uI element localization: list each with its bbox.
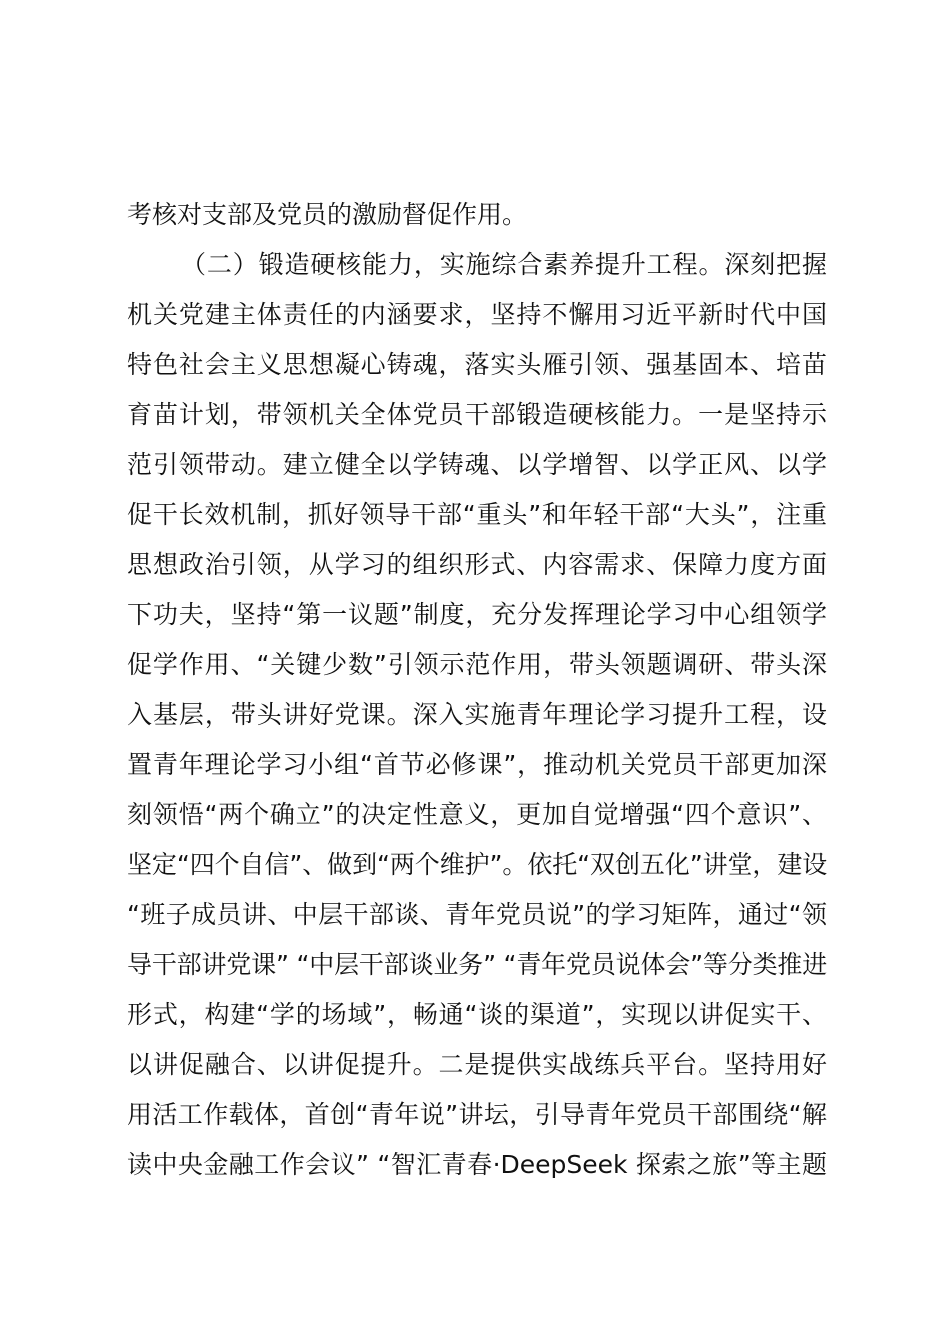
text-line-15: “班子成员讲、中层干部谈、青年党员说”的学习矩阵，通过“领 [127,900,827,929]
text-line-3: 机关党建主体责任的内涵要求，坚持不懈用习近平新时代中国 [127,300,827,329]
text-line-9: 下功夫，坚持“第一议题”制度，充分发挥理论学习中心组领学 [127,600,827,629]
text-line-14: 坚定“四个自信”、做到“两个维护”。依托“双创五化”讲堂，建设 [127,850,827,879]
body-text [127,190,827,1190]
text-line-4: 特色社会主义思想凝心铸魂，落实头雁引领、强基固本、培苗 [127,350,827,379]
text-line-8: 思想政治引领，从学习的组织形式、内容需求、保障力度方面 [127,550,827,579]
text-line-12: 置青年理论学习小组“首节必修课”，推动机关党员干部更加深 [127,750,827,779]
text-line-17: 形式，构建“学的场域”，畅通“谈的渠道”，实现以讲促实干、 [127,1000,827,1029]
text-line-16: 导干部讲党课” “中层干部谈业务” “青年党员说体会”等分类推进 [127,950,827,979]
text-line-6: 范引领带动。建立健全以学铸魂、以学增智、以学正风、以学 [127,450,827,479]
text-line-10: 促学作用、“关键少数”引领示范作用，带头领题调研、带头深 [127,650,827,679]
text-line-1: 考核对支部及党员的激励督促作用。 [127,200,528,229]
text-line-13: 刻领悟“两个确立”的决定性意义，更加自觉增强“四个意识”、 [127,800,827,829]
text-line-11: 入基层，带头讲好党课。深入实施青年理论学习提升工程，设 [127,700,827,729]
text-line-20: 读中央金融工作会议” “智汇青春·DeepSeek 探索之旅”等主题 [127,1150,827,1179]
text-line-7: 促干长效机制，抓好领导干部“重头”和年轻干部“大头”，注重 [127,500,827,529]
text-line-18: 以讲促融合、以讲促提升。二是提供实战练兵平台。坚持用好 [127,1050,827,1079]
text-line-2-section-heading: （二）锻造硬核能力，实施综合素养提升工程。深刻把握 [181,250,827,279]
text-line-19: 用活工作载体，首创“青年说”讲坛，引导青年党员干部围绕“解 [127,1100,827,1129]
text-line-5: 育苗计划，带领机关全体党员干部锻造硬核能力。一是坚持示 [127,400,827,429]
